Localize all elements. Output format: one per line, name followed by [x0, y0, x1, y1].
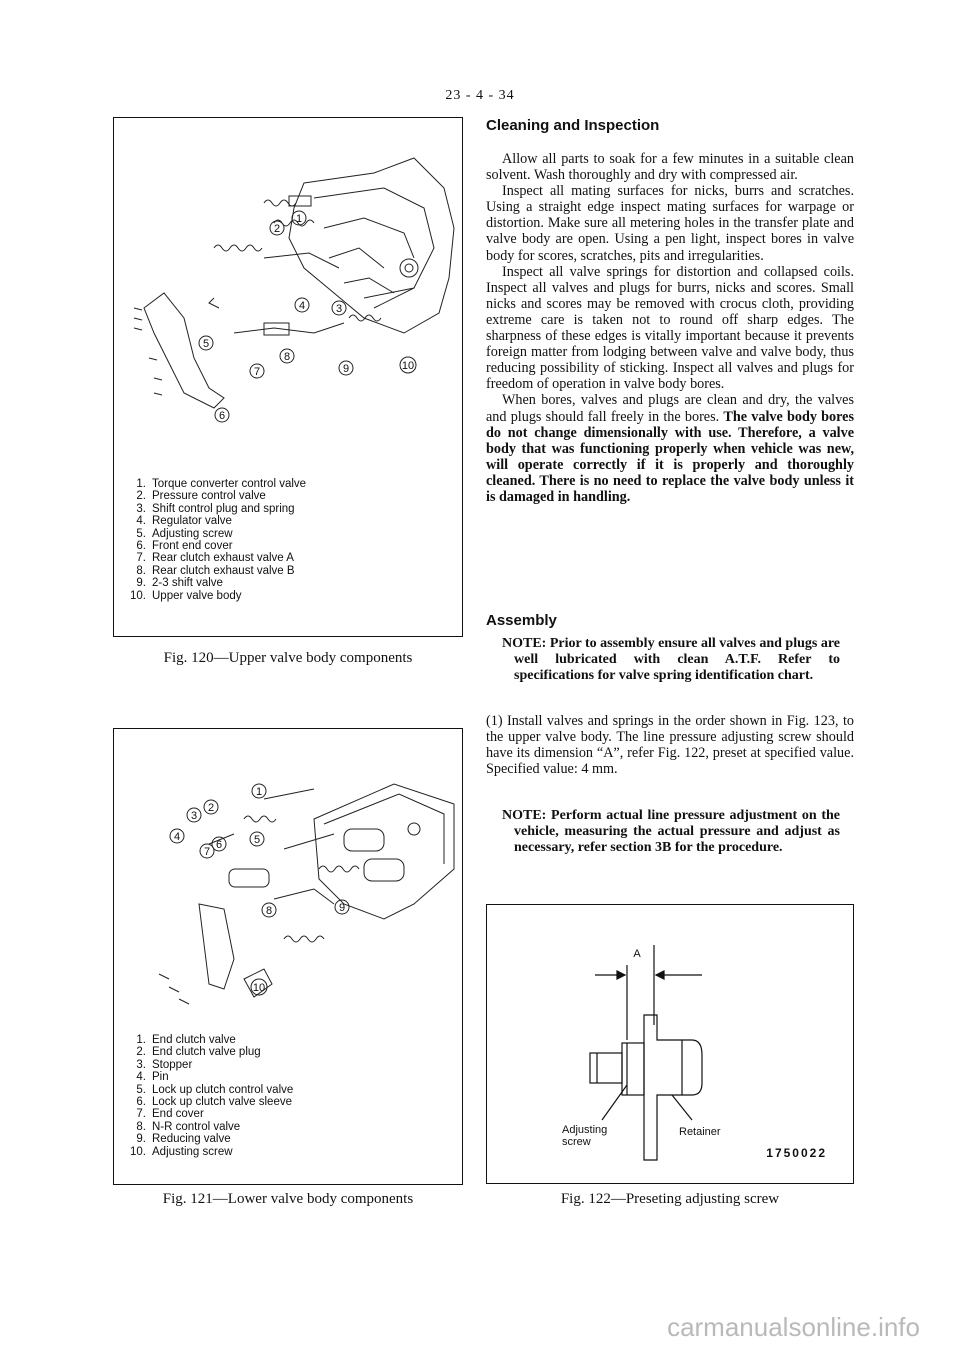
- legend-row: 4. Pin: [136, 1071, 169, 1084]
- fig121-callout-6: 6: [215, 839, 223, 851]
- legend-row: 4. Regulator valve: [136, 515, 232, 528]
- figure-code: 1750022: [766, 1146, 827, 1160]
- paragraph: Inspect all valve springs for distortion and collapsed coils. Inspect all valves and plugs for burrs, nicks and scores. Small nicks and scores may be removed with crocus cloth, providing extreme care is taken not to round off sharp edges. The sharpness of these edges is vitally important because it prevents foreign matter from lodging between valve and valve body, thus reducing possibility of sticking. Inspect all valves and plugs for freedom of operation in valve body bores.: [486, 263, 854, 393]
- assembly-note-2: [502, 808, 840, 856]
- legend-row: 6. Front end cover: [136, 540, 233, 553]
- retainer-label: Retainer: [679, 1126, 721, 1138]
- fig121-callout-2: 2: [207, 802, 215, 814]
- fig120-callout-6: 6: [218, 410, 226, 422]
- cleaning-heading: Cleaning and Inspection: [486, 117, 660, 134]
- fig120-legend: [122, 478, 306, 602]
- legend-row: 3. Shift control plug and spring: [136, 502, 295, 515]
- adjusting-screw-drawing: [487, 905, 853, 1183]
- legend-row: 2. Pressure control valve: [136, 490, 266, 503]
- adjusting-screw-label: Adjusting: [562, 1124, 608, 1136]
- page-number: 23 - 4 - 34: [445, 88, 515, 103]
- legend-row: 8. Rear clutch exhaust valve B: [136, 564, 295, 577]
- fig120-callout-5: 5: [202, 338, 210, 350]
- fig120-callout-4: 4: [298, 300, 306, 312]
- cleaning-body: [486, 151, 854, 505]
- legend-row: 1. End clutch valve: [136, 1034, 236, 1046]
- fig120-callout-10: 10: [401, 360, 415, 372]
- fig121-callout-7: 7: [203, 846, 211, 858]
- legend-row: 9. Reducing valve: [136, 1133, 231, 1146]
- fig121-callout-3: 3: [190, 810, 198, 822]
- paragraph-plain: When bores, valves and plugs are clean and dry, the valves and plugs should fall freely in the bores.: [486, 392, 854, 425]
- fig121-callout-4: 4: [173, 831, 181, 843]
- figure-122-box: [486, 904, 854, 1184]
- fig120-callout-1: 1: [295, 213, 303, 225]
- assembly-heading: Assembly: [486, 612, 557, 629]
- fig121-callout-8: 8: [265, 905, 273, 917]
- legend-row: 10. Upper valve body: [130, 589, 242, 602]
- watermark: carmanualsonline.info: [667, 1312, 920, 1342]
- fig120-callout-9: 9: [342, 363, 350, 375]
- fig121-legend: [122, 1034, 293, 1158]
- fig121-callout-5: 5: [253, 834, 261, 846]
- legend-row: 3. Stopper: [136, 1058, 193, 1071]
- fig120-callout-7: 7: [253, 366, 261, 378]
- fig120-callout-2: 2: [273, 223, 281, 235]
- legend-row: 5. Adjusting screw: [136, 527, 233, 540]
- legend-row: 7. End cover: [136, 1108, 204, 1121]
- legend-row: 10. Adjusting screw: [130, 1145, 233, 1158]
- fig120-callout-3: 3: [335, 303, 343, 315]
- fig121-caption: Fig. 121—Lower valve body components: [162, 1191, 414, 1207]
- figure-121-box: [113, 728, 463, 1185]
- legend-row: 9. 2-3 shift valve: [136, 577, 223, 590]
- paragraph: Inspect all mating surfaces for nicks, burrs and scratches. Using a straight edge inspect mating surfaces for warpage or distortion. Make sure all metering holes in the transfer plate and valve body are open. Using a pen light, inspect bores in valve body for scores, scratches, pits and irregularities.: [486, 183, 854, 264]
- fig122-caption: Fig. 122—Preseting adjusting screw: [560, 1191, 780, 1207]
- legend-row: 1. Torque converter control valve: [136, 478, 307, 490]
- note-text: NOTE: Perform actual line pressure adjustment on the vehicle, measuring the actual pressure and adjust as necessary, refer section 3B for the procedure.: [502, 808, 840, 855]
- paragraph: [486, 392, 854, 505]
- assembly-step-1: (1) Install valves and springs in the order shown in Fig. 123, to the upper valve body. The line pressure adjusting screw should have its dimension “A”, refer Fig. 122, preset at specified value. Specified value: 4 mm.: [486, 713, 854, 778]
- paragraph: Allow all parts to soak for a few minutes in a suitable clean solvent. Wash thoroughly and dry with compressed air.: [486, 151, 854, 184]
- fig121-callout-1: 1: [255, 786, 263, 798]
- fig120-caption: Fig. 120—Upper valve body components: [163, 650, 413, 666]
- fig121-callout-9: 9: [338, 902, 346, 914]
- dimension-a-label: A: [633, 948, 641, 960]
- legend-row: 6. Lock up clutch valve sleeve: [136, 1096, 292, 1109]
- note-text: NOTE: Prior to assembly ensure all valves and plugs are well lubricated with clean A.T.F. Refer to specifications for valve spring identification chart.: [502, 636, 840, 683]
- legend-row: 5. Lock up clutch control valve: [136, 1083, 294, 1096]
- upper-valve-body-drawing: [114, 118, 461, 478]
- assembly-note-1: [502, 636, 840, 684]
- legend-row: 2. End clutch valve plug: [136, 1046, 261, 1059]
- figure-120-box: [113, 117, 463, 637]
- lower-valve-body-drawing: [114, 729, 461, 1029]
- fig120-callout-8: 8: [283, 351, 291, 363]
- paragraph-bold: The valve body bores do not change dimensionally with use. Therefore, a valve body that was functioning properly when vehicle was new, will operate correctly if it is properly and thoroughly cleaned. There is no need to replace the valve body unless it is damaged in handling.: [486, 408, 855, 505]
- fig121-callout-10: 10: [252, 982, 266, 994]
- legend-row: 7. Rear clutch exhaust valve A: [136, 552, 294, 565]
- adjusting-screw-label-2: screw: [562, 1136, 591, 1148]
- legend-row: 8. N-R control valve: [136, 1120, 241, 1133]
